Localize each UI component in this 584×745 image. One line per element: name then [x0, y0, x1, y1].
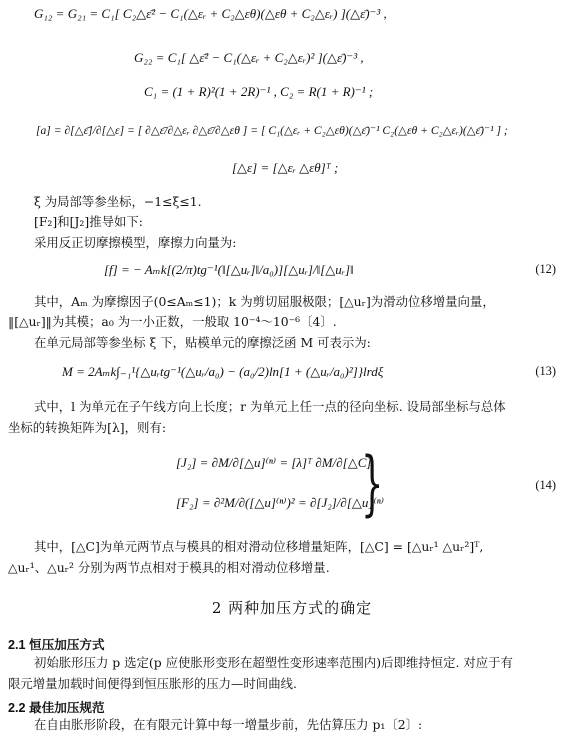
right-brace: }	[361, 442, 384, 524]
equation-14-number: (14)	[535, 478, 556, 492]
subsection-2-1-heading: 2.1 恒压加压方式	[8, 638, 105, 652]
equation-14a: [J₂] = ∂M/∂[△u]⁽ⁿ⁾ = [λ]ᵀ ∂M/∂[△C]	[176, 455, 372, 470]
paragraph-6: 在自由胀形阶段，在有限元计算中每一增量步前，先估算压力 p₁〔2〕:	[34, 717, 423, 732]
equation-14b: [F₂] = ∂²M/∂([△u]⁽ⁿ⁾)² = ∂[J₂]/∂[△u]⁽ⁿ⁾	[176, 495, 384, 510]
paragraph-4-line-2: △uᵣ¹、△uᵣ² 分别为两节点相对于模具的相对滑动位移增量.	[8, 560, 330, 575]
equation-12: [f] = − Aₘk[(2/π)tg⁻¹(‖[△uᵣ]‖/a₀)][△uᵣ]/‖[△uᵣ]‖	[104, 262, 354, 277]
paragraph-2: 在单元局部等参坐标 ξ 下，贴模单元的摩擦泛函 M 可表示为:	[34, 335, 371, 350]
equation-g12: G₁₂ = G₂₁ = C₁[ C₂△ε̄² − C₁(△εᵣ + C₂△εθ)(△εθ + C₂△εᵣ) ](△ε̄)⁻³ ,	[34, 6, 387, 21]
equation-g22: G₂₂ = C₁[ △ε̄² − C₁(△εᵣ + C₂△εᵣ)² ](△ε̄)⁻³ ,	[134, 50, 364, 65]
section-2-heading: 2 两种加压方式的确定	[211, 599, 373, 617]
equation-c1-c2: C₁ = (1 + R)²(1 + 2R)⁻¹ , C₂ = R(1 + R)⁻¹ ;	[144, 84, 374, 99]
paragraph-3-line-1: 式中，l 为单元在子午线方向上长度；r 为单元上任一点的径向坐标. 设局部坐标与总体	[34, 399, 506, 414]
paragraph-1-line-1: 其中，Aₘ 为摩擦因子(0≤Aₘ≤1)；k 为剪切屈服极限；[△uᵣ]为滑动位移增量向量，	[34, 294, 495, 309]
equation-a-matrix: [a] = ∂[△ε̄]/∂[△ε] = [ ∂△ε̄/∂△εᵣ ∂△ε̄/∂△εθ ] = [ C₁(△εᵣ + C₂△εθ)(△ε̄)⁻¹ C₂(△εθ + C₂△εᵣ)(△ε̄)⁻¹ ] ;	[36, 124, 508, 137]
paragraph-3-line-2: 坐标的转换矩阵为[λ]，则有:	[8, 420, 166, 435]
paragraph-5-line-2: 限元增量加载时间便得到恒压胀形的压力—时间曲线.	[8, 676, 297, 691]
paragraph-4-line-1: 其中，[△C]为单元两节点与模具的相对滑动位移增量矩阵，[△C] = [△uᵣ¹ △uᵣ²]ᵀ,	[34, 539, 484, 554]
equation-12-number: (12)	[535, 262, 556, 276]
friction-model-text: 采用反正切摩擦模型，摩擦力向量为:	[34, 235, 237, 250]
equation-13-number: (13)	[535, 364, 556, 378]
xi-definition: ξ 为局部等参坐标，−1≤ξ≤1.	[34, 194, 202, 209]
equation-delta-eps: [△ε] = [△εᵣ △εθ]ᵀ ;	[232, 160, 339, 175]
f2-j2-intro: [F₂]和[J₂]推导如下:	[34, 214, 143, 229]
paragraph-1-line-2: ‖[△uᵣ]‖为其模；a₀ 为一小正数，一般取 10⁻⁴～10⁻⁶〔4〕.	[8, 314, 337, 329]
equation-13: M = 2Aₘk∫₋₁¹{△uᵣtg⁻¹(△uᵣ/a₀) − (a₀/2)ln[1 + (△uᵣ/a₀)²]}lrdξ	[62, 364, 384, 379]
paragraph-5-line-1: 初始胀形压力 p 选定(p 应使胀形变形在超塑性变形速率范围内)后即维持恒定. 对应于有	[34, 655, 513, 670]
subsection-2-2-heading: 2.2 最佳加压规范	[8, 701, 105, 715]
